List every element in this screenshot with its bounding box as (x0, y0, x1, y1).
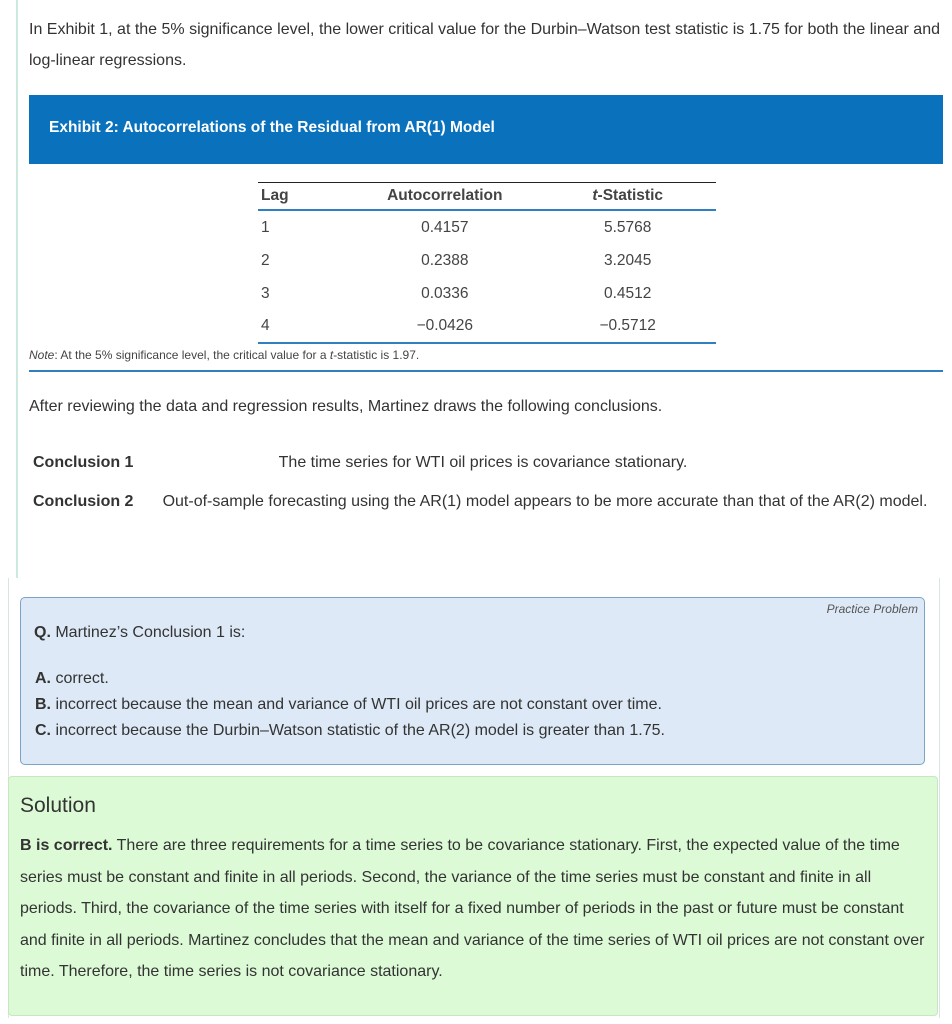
option-c-letter: C. (35, 722, 51, 739)
table-row (258, 210, 716, 244)
conclusion-1-text: The time series for WTI oil prices is covariance stationary. (278, 454, 688, 471)
exhibit-header (29, 95, 943, 164)
header-t-italic: t (592, 187, 598, 204)
cell-lag: 4 (258, 310, 350, 343)
question-stem (34, 624, 245, 642)
practice-problem-badge: Practice Problem (826, 602, 918, 616)
note-text-2: -statistic is 1.97. (333, 348, 420, 362)
table-row (258, 244, 716, 277)
cell-autocorrelation: −0.0426 (350, 310, 539, 343)
solution-box (8, 776, 938, 1016)
option-b[interactable] (35, 696, 662, 714)
option-a-letter: A. (35, 670, 51, 687)
cell-autocorrelation: 0.2388 (421, 251, 469, 269)
option-b-letter: B. (35, 696, 51, 713)
cell-autocorrelation: 0.0336 (421, 284, 469, 302)
solution-lead: B is correct. (20, 837, 113, 854)
header-lag: Lag (258, 183, 350, 211)
header-t-statistic (539, 183, 716, 211)
exhibit-title: Exhibit 2: Autocorrelations of the Residual from AR(1) Model (49, 119, 495, 136)
after-paragraph: After reviewing the data and regression results, Martinez draws the following conclusions. (29, 398, 663, 415)
header-autocorrelation: Autocorrelation (350, 183, 539, 211)
note-text-1: : At the 5% significance level, the critical value for a (54, 348, 330, 362)
conclusion-2-label: Conclusion 2 (33, 493, 134, 510)
cell-lag: 3 (261, 284, 270, 302)
exhibit-note (29, 348, 943, 372)
option-a-text: correct. (51, 670, 109, 687)
autocorrelation-table (258, 182, 716, 344)
solution-body (20, 830, 925, 988)
note-italic-t: t (329, 348, 334, 362)
table-header-row (258, 183, 716, 211)
cell-lag: 1 (261, 218, 270, 236)
question-prefix: Q. (34, 624, 51, 641)
cell-t-statistic: 5.5768 (603, 218, 652, 236)
option-a[interactable] (35, 670, 109, 688)
question-text: Martinez’s Conclusion 1 is: (50, 624, 246, 641)
solution-text: There are three requirements for a time series to be covariance stationary. First, the expected value of the time series must be constant and finite in all periods. Second, the variance of the time series must be constant and finite in all periods. Third, the covariance of the time series with itself for a fixed number of periods in the past or future must be constant and finite in all periods. Martinez concludes that the mean and variance of the time series of WTI oil prices are not constant over time. Therefore, the time series is not covariance stationary. (20, 837, 925, 980)
practice-question-box (20, 597, 925, 765)
reading-section (16, 0, 952, 578)
header-t-suffix: -Statistic (597, 187, 663, 204)
option-c-text: incorrect because the Durbin–Watson statistic of the AR(2) model is greater than 1.75. (51, 722, 665, 739)
conclusion-1-label: Conclusion 1 (33, 454, 134, 471)
note-label: Note (29, 348, 55, 362)
intro-paragraph: In Exhibit 1, at the 5% significance level, the lower critical value for the Durbin–Watson test statistic is 1.75 for both the linear and log-linear regressions. (29, 21, 940, 69)
option-b-text: incorrect because the mean and variance of WTI oil prices are not constant over time. (51, 696, 662, 713)
conclusion-2-text: Out-of-sample forecasting using the AR(1) model appears to be more accurate than that of the AR(2) model. (162, 493, 928, 510)
cell-t-statistic: −0.5712 (539, 310, 716, 343)
option-c[interactable] (35, 722, 665, 740)
cell-lag: 2 (261, 251, 270, 269)
solution-title: Solution (20, 794, 96, 817)
table-row (258, 310, 716, 343)
table-row (258, 277, 716, 310)
cell-t-statistic: 3.2045 (603, 251, 652, 269)
cell-t-statistic: 0.4512 (603, 284, 652, 302)
cell-autocorrelation: 0.4157 (421, 218, 469, 236)
